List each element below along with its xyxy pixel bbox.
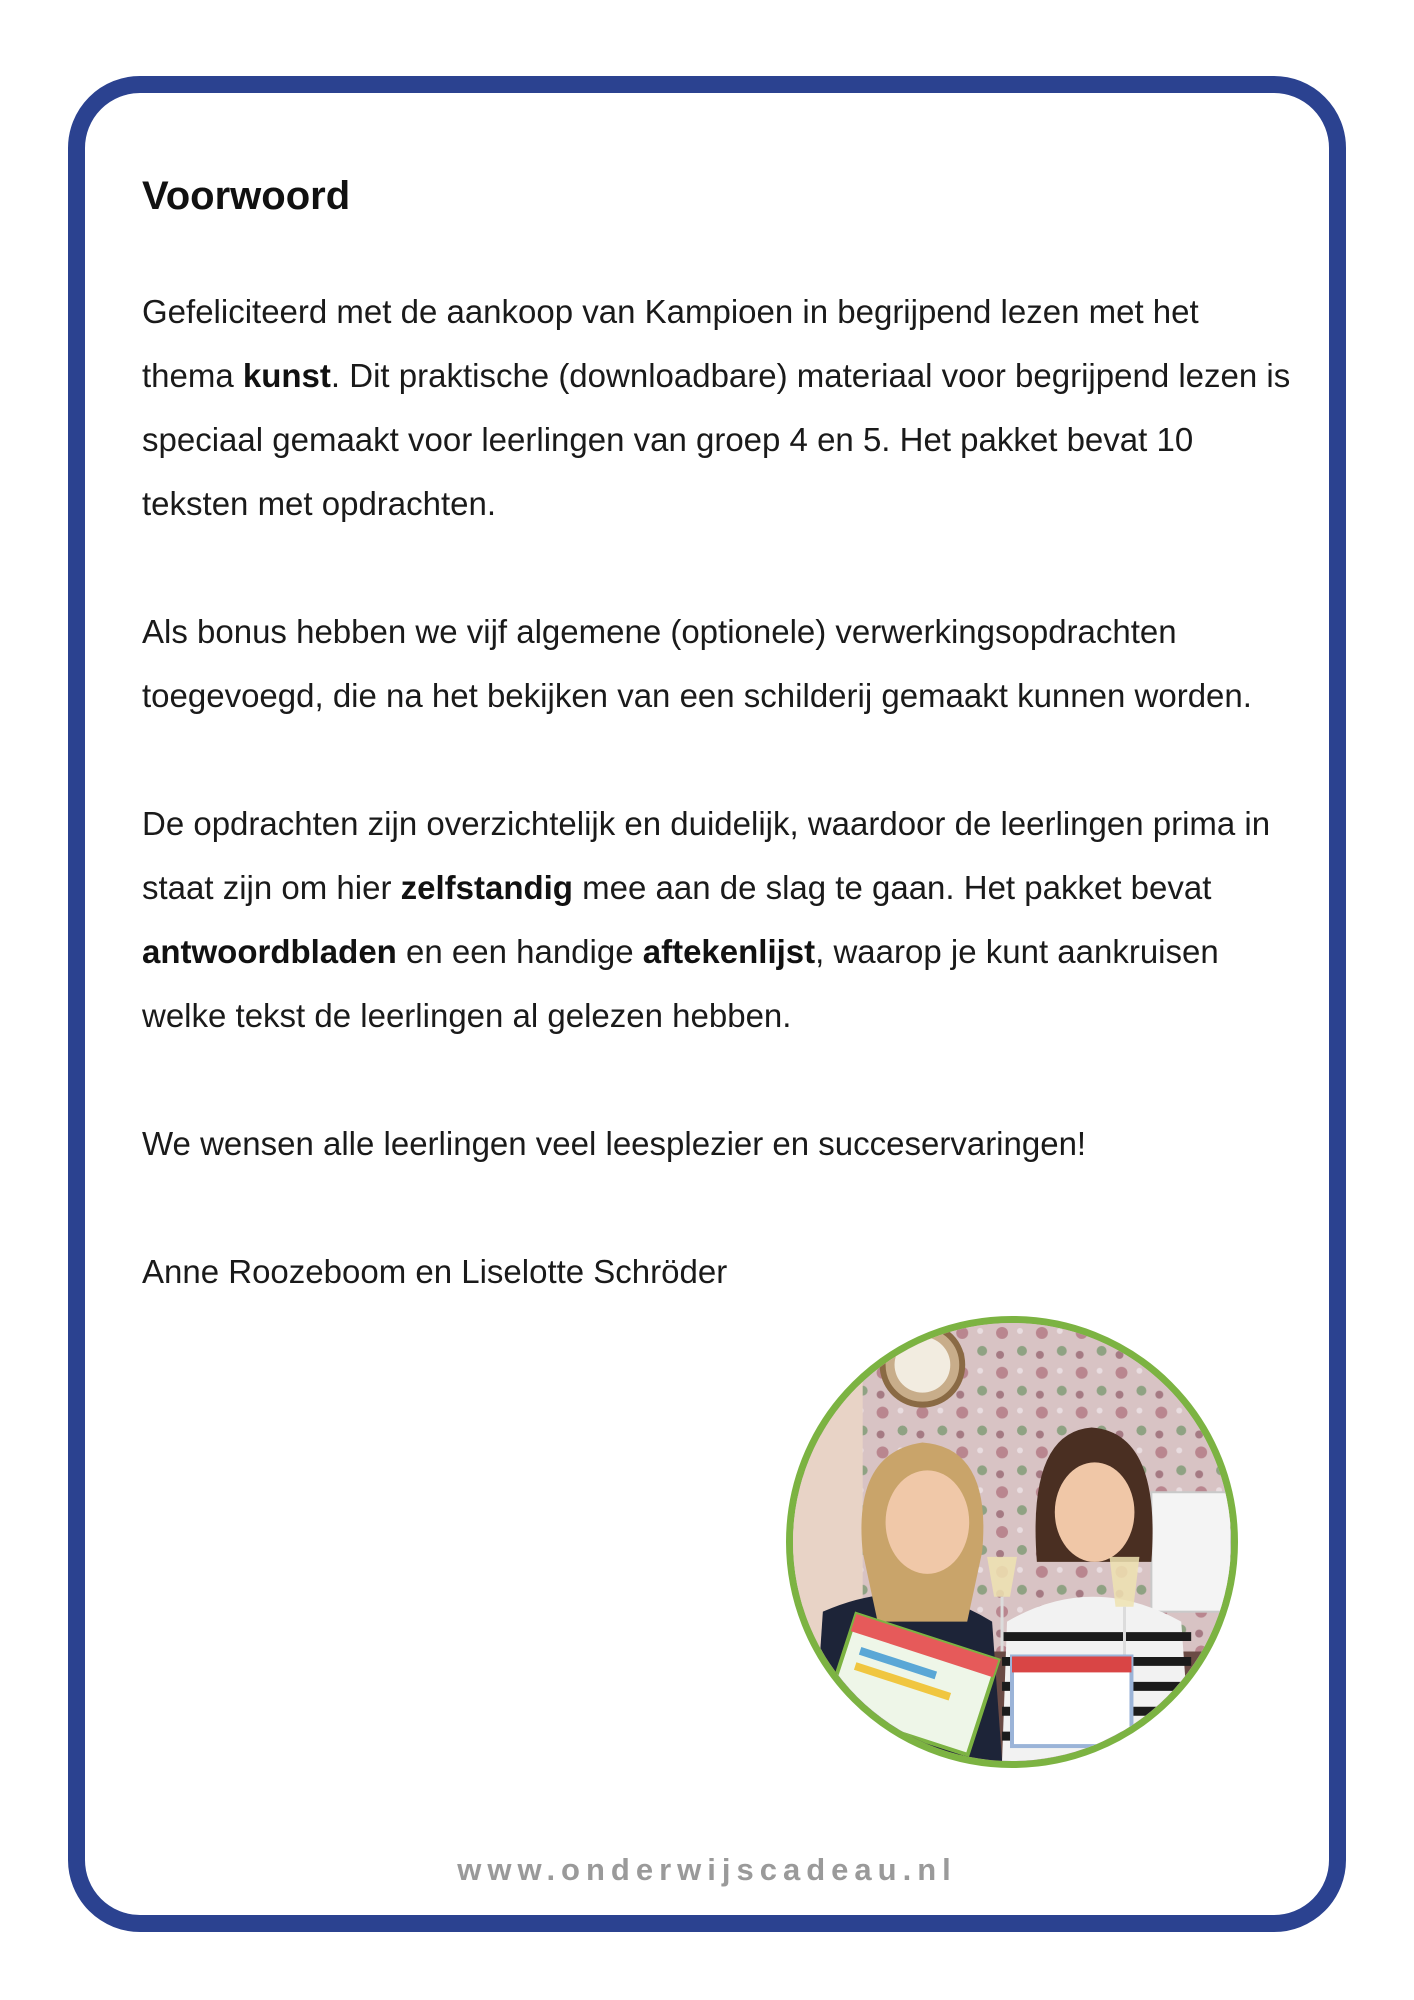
booklet-right-header [1012, 1656, 1131, 1672]
paragraph-bonus: Als bonus hebben we vijf algemene (optionele) verwerkingsopdrachten toegevoegd, die na het bekijken van een schilderij gemaakt kunnen worden. [142, 613, 1252, 714]
paragraph-wishes: We wensen alle leerlingen veel leesplezier en succeservaringen! [142, 1125, 1087, 1162]
authors-photo-illustration [793, 1323, 1231, 1761]
assignments-bold-checklist: aftekenlijst [642, 933, 816, 970]
page-title: Voorwoord [142, 174, 351, 218]
intro-text-2: . Dit praktische (downloadbare) materiaal voor begrijpend lezen is speciaal gemaakt voor leerlingen van groep 4 en 5. Het pakket bevat 10 teksten met opdrachten. [142, 357, 1291, 522]
person-right-face [1055, 1462, 1135, 1562]
assignments-text-3: en een handige [396, 933, 643, 970]
paragraph-assignments [142, 792, 1292, 1048]
footer-website: www.onderwijscadeau.nl [457, 1852, 957, 1887]
assignments-text-1: De opdrachten zijn overzichtelijk en duidelijk, waardoor de leerlingen prima in staat zijn om hier [142, 805, 1271, 906]
intro-bold-theme: kunst [242, 357, 331, 394]
assignments-bold-independent: zelfstandig [400, 869, 573, 906]
authors-photo [786, 1316, 1238, 1768]
assignments-bold-answer-sheets: antwoordbladen [142, 933, 397, 970]
person-left-face [886, 1470, 970, 1574]
whiteboard [1151, 1492, 1231, 1611]
assignments-text-2: mee aan de slag te gaan. Het pakket bevat [572, 869, 1212, 906]
assignments-text-4: , waarop je kunt aankruisen welke tekst de leerlingen al gelezen hebben. [142, 933, 1219, 1034]
intro-text-1: Gefeliciteerd met de aankoop van Kampioen in begrijpend lezen met het thema [142, 293, 1199, 394]
paragraph-intro [142, 280, 1292, 536]
foreword-text [142, 280, 1292, 1304]
clock-face [895, 1337, 951, 1393]
signature: Anne Roozeboom en Liselotte Schröder [142, 1253, 728, 1290]
